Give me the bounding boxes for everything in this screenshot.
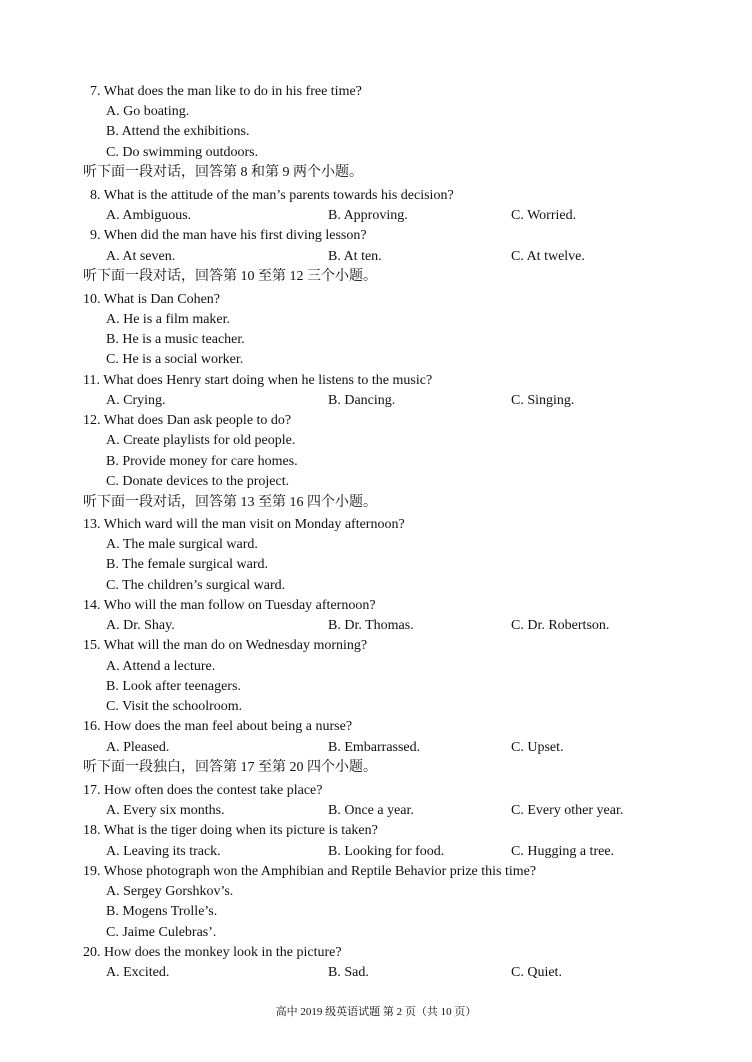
question-11-stem: 11. What does Henry start doing when he listens to the music?: [83, 373, 433, 388]
question-9-option-b: B. At ten.: [328, 249, 382, 264]
question-8-stem: 8. What is the attitude of the man’s parents towards his decision?: [90, 188, 454, 203]
question-12-stem: 12. What does Dan ask people to do?: [83, 413, 292, 428]
question-19-option-b: B. Mogens Trolle’s.: [106, 904, 218, 919]
question-9-option-c: C. At twelve.: [511, 249, 585, 264]
question-11-option-c: C. Singing.: [511, 393, 575, 408]
question-20-option-b: B. Sad.: [328, 965, 369, 980]
question-9-option-a: A. At seven.: [106, 249, 176, 264]
question-18-option-c: C. Hugging a tree.: [511, 844, 615, 859]
question-13-option-a: A. The male surgical ward.: [106, 537, 258, 552]
question-9-stem: 9. When did the man have his first diving lesson?: [90, 228, 367, 243]
question-14-option-a: A. Dr. Shay.: [106, 618, 175, 633]
question-14-stem: 14. Who will the man follow on Tuesday afternoon?: [83, 598, 376, 613]
question-11-option-a: A. Crying.: [106, 393, 166, 408]
question-12-option-a: A. Create playlists for old people.: [106, 433, 296, 448]
question-18-stem: 18. What is the tiger doing when its picture is taken?: [83, 823, 378, 838]
question-11-option-b: B. Dancing.: [328, 393, 396, 408]
question-17-option-a: A. Every six months.: [106, 803, 225, 818]
question-17-option-b: B. Once a year.: [328, 803, 414, 818]
question-20-stem: 20. How does the monkey look in the picture?: [83, 945, 342, 960]
section-instruction-4: 听下面一段独白，回答第 17 至第 20 四个小题。: [83, 760, 377, 775]
question-16-option-c: C. Upset.: [511, 740, 564, 755]
question-16-option-b: B. Embarrassed.: [328, 740, 421, 755]
question-7-option-c: C. Do swimming outdoors.: [106, 145, 259, 160]
question-19-option-a: A. Sergey Gorshkov’s.: [106, 884, 234, 899]
question-8-option-a: A. Ambiguous.: [106, 208, 192, 223]
question-12-option-c: C. Donate devices to the project.: [106, 474, 290, 489]
question-10-option-b: B. He is a music teacher.: [106, 332, 245, 347]
question-15-stem: 15. What will the man do on Wednesday morning?: [83, 638, 368, 653]
question-19-option-c: C. Jaime Culebras’.: [106, 925, 217, 940]
question-15-option-c: C. Visit the schoolroom.: [106, 699, 243, 714]
section-instruction-3: 听下面一段对话，回答第 13 至第 16 四个小题。: [83, 495, 377, 510]
question-12-option-b: B. Provide money for care homes.: [106, 454, 298, 469]
question-17-stem: 17. How often does the contest take place?: [83, 783, 323, 798]
question-13-stem: 13. Which ward will the man visit on Monday afternoon?: [83, 517, 405, 532]
question-18-option-a: A. Leaving its track.: [106, 844, 221, 859]
question-7-stem: 7. What does the man like to do in his free time?: [90, 84, 362, 99]
question-20-option-a: A. Excited.: [106, 965, 170, 980]
question-15-option-b: B. Look after teenagers.: [106, 679, 241, 694]
question-18-option-b: B. Looking for food.: [328, 844, 445, 859]
question-8-option-c: C. Worried.: [511, 208, 577, 223]
question-14-option-c: C. Dr. Robertson.: [511, 618, 610, 633]
question-14-option-b: B. Dr. Thomas.: [328, 618, 414, 633]
question-8-option-b: B. Approving.: [328, 208, 408, 223]
question-16-option-a: A. Pleased.: [106, 740, 170, 755]
question-7-option-b: B. Attend the exhibitions.: [106, 124, 250, 139]
page-footer: 高中 2019 级英语试题 第 2 页（共 10 页）: [275, 1006, 477, 1018]
question-10-option-c: C. He is a social worker.: [106, 352, 244, 367]
question-13-option-b: B. The female surgical ward.: [106, 557, 268, 572]
question-10-stem: 10. What is Dan Cohen?: [83, 292, 220, 307]
question-7-option-a: A. Go boating.: [106, 104, 190, 119]
question-13-option-c: C. The children’s surgical ward.: [106, 578, 286, 593]
section-instruction-1: 听下面一段对话，回答第 8 和第 9 两个小题。: [83, 165, 363, 180]
question-16-stem: 16. How does the man feel about being a nurse?: [83, 719, 353, 734]
question-17-option-c: C. Every other year.: [511, 803, 624, 818]
question-19-stem: 19. Whose photograph won the Amphibian and Reptile Behavior prize this time?: [83, 864, 537, 879]
question-15-option-a: A. Attend a lecture.: [106, 659, 216, 674]
section-instruction-2: 听下面一段对话，回答第 10 至第 12 三个小题。: [83, 269, 377, 284]
question-10-option-a: A. He is a film maker.: [106, 312, 231, 327]
question-20-option-c: C. Quiet.: [511, 965, 562, 980]
